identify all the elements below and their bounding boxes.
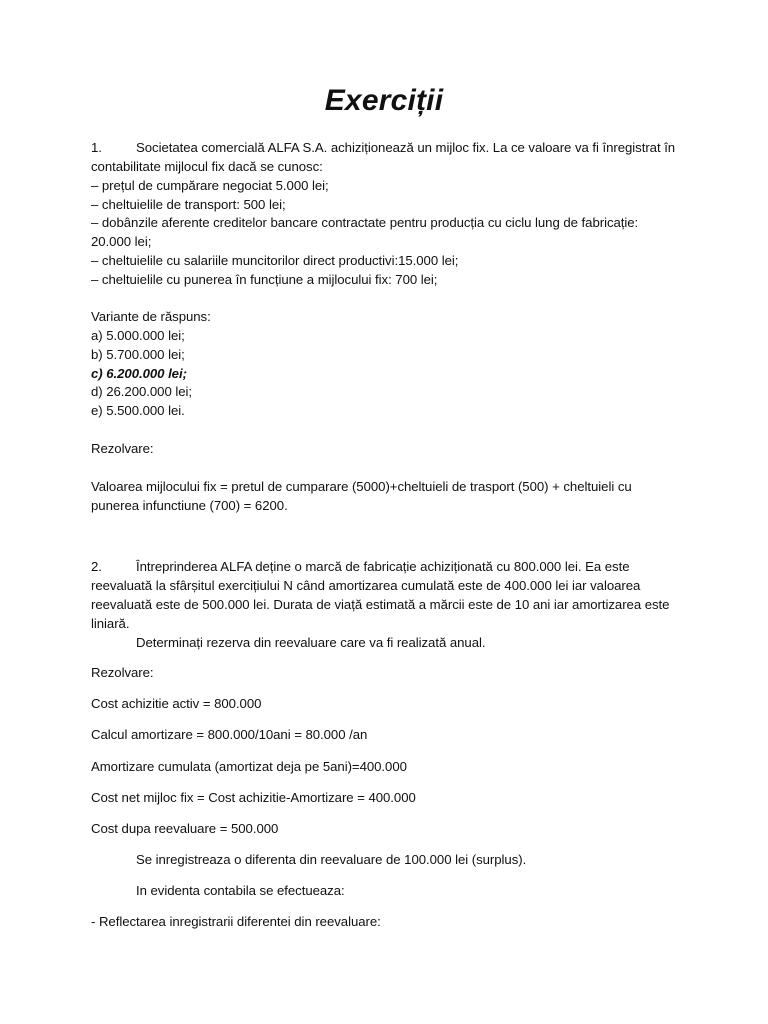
page-title: Exerciții — [324, 84, 444, 117]
exercise1-statement-line2: contabilitate mijlocul fix dacă se cunosc: — [91, 159, 323, 174]
exercise1-resolution-line1: Valoarea mijlocului fix = pretul de cumparare (5000)+cheltuieli de trasport (500) + cheltuieli cu — [91, 479, 632, 494]
variant-b: b) 5.700.000 lei; — [91, 347, 185, 362]
exercise2-diff-line: Se inregistreaza o diferenta din reevaluare de 100.000 lei (surplus). — [136, 852, 527, 867]
exercise2-step: Calcul amortizare = 800.000/10ani = 80.000 /an — [91, 727, 368, 742]
variant-e: e) 5.500.000 lei. — [91, 403, 185, 418]
exercise1-item: – cheltuielile cu punerea în funcțiune a mijlocului fix: 700 lei; — [91, 272, 438, 287]
exercise1-item: 20.000 lei; — [91, 234, 152, 249]
exercise1-resolution-line2: punerea infunctiune (700) = 6200. — [91, 498, 288, 513]
exercise1-number: 1. — [91, 140, 102, 155]
exercise1-statement-line1 — [91, 139, 675, 158]
exercise2-question: Determinați rezerva din reevaluare care va fi realizată anual. — [136, 635, 486, 650]
exercise2-statement-line4: liniară. — [91, 616, 130, 631]
variants-heading: Variante de răspuns: — [91, 309, 211, 324]
exercise2-number: 2. — [91, 559, 102, 574]
exercise2-reflect-line: - Reflectarea inregistrarii diferentei din reevaluare: — [91, 914, 381, 929]
exercise2-statement-text1: Întreprinderea ALFA deține o marcă de fabricație achiziționată cu 800.000 lei. Ea este — [136, 559, 630, 574]
exercise1-item: – cheltuielile cu salariile muncitorilor direct productivi:15.000 lei; — [91, 253, 459, 268]
exercise2-step: Cost achizitie activ = 800.000 — [91, 696, 262, 711]
exercise2-step: Cost net mijloc fix = Cost achizitie-Amortizare = 400.000 — [91, 790, 416, 805]
exercise1-statement-text1: Societatea comercială ALFA S.A. achiziționează un mijloc fix. La ce valoare va fi înregistrat în — [136, 140, 676, 155]
exercise1-item: – dobânzile aferente creditelor bancare contractate pentru producția cu ciclu lung de fabricație: — [91, 215, 639, 230]
exercise2-step: Amortizare cumulata (amortizat deja pe 5ani)=400.000 — [91, 759, 407, 774]
exercise2-evidence-line: In evidenta contabila se efectueaza: — [136, 883, 345, 898]
exercise2-step: Cost dupa reevaluare = 500.000 — [91, 821, 279, 836]
variant-a: a) 5.000.000 lei; — [91, 328, 185, 343]
variant-c-correct: c) 6.200.000 lei; — [91, 366, 187, 381]
exercise2-resolution-heading: Rezolvare: — [91, 665, 154, 680]
exercise2-statement-line3: reevaluată este de 500.000 lei. Durata de viață estimată a mărcii este de 10 ani iar amortizarea este — [91, 597, 670, 612]
variant-d: d) 26.200.000 lei; — [91, 384, 193, 399]
exercise1-item: – prețul de cumpărare negociat 5.000 lei; — [91, 178, 329, 193]
exercise1-item: – cheltuielile de transport: 500 lei; — [91, 197, 286, 212]
exercise2-statement-line2: reevaluată la sfârșitul exercițiului N când amortizarea cumulată este de 400.000 lei iar valoarea — [91, 578, 641, 593]
exercise2-statement-line1 — [91, 558, 629, 577]
exercise1-resolution-heading: Rezolvare: — [91, 441, 154, 456]
